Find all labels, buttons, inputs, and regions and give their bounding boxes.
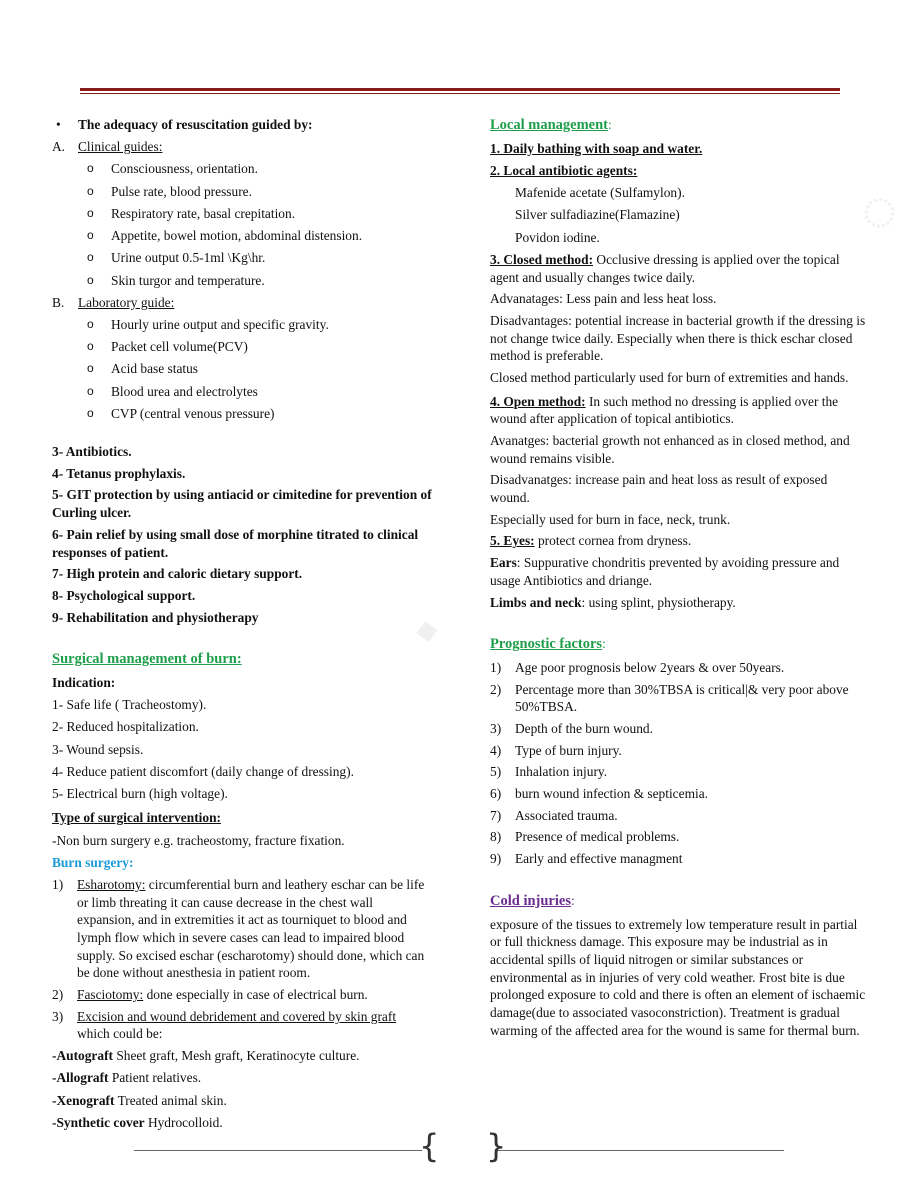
list-item: Povidon iodine.: [515, 229, 600, 245]
right-column: [490, 116, 870, 1039]
open-use: Especially used for burn in face, neck, trunk.: [490, 511, 731, 527]
list-item: 3- Antibiotics.: [52, 444, 132, 460]
laboratory-guide-row: [52, 294, 432, 312]
management-list: [52, 443, 432, 626]
list-item: 9- Rehabilitation and physiotherapy: [52, 609, 259, 625]
prognostic-heading-row: Prognostic factors:: [490, 636, 606, 653]
list-item: 2- Reduced hospitalization.: [52, 719, 199, 735]
list-item: 2) Percentage more than 30%TBSA is critical|& very poor above 50%TBSA.: [490, 681, 849, 715]
graft-item: -Autograft Sheet graft, Mesh graft, Keratinocyte culture.: [52, 1048, 360, 1064]
prognostic-heading: Prognostic factors: [490, 636, 603, 653]
list-item: o Hourly urine output and specific gravity.: [87, 316, 329, 332]
list-item: o Consciousness, orientation.: [87, 161, 258, 177]
list-item: 7- High protein and caloric dietary support.: [52, 566, 303, 582]
list-item: 1- Safe life ( Tracheostomy).: [52, 697, 207, 713]
list-item: 6) burn wound infection & septicemia.: [490, 786, 709, 802]
graft-item: -Xenograft Treated animal skin.: [52, 1092, 227, 1108]
list-item: o Blood urea and electrolytes: [87, 383, 258, 399]
eyes-item: 5. Eyes: protect cornea from dryness.: [490, 533, 692, 549]
local-management-heading-row: Local management:: [490, 117, 612, 133]
header-rule: [80, 88, 840, 91]
laboratory-guide-list: [52, 316, 432, 423]
cold-injuries-heading: Cold injuries: [490, 892, 571, 909]
resuscitation-title: The adequacy of resuscitation guided by:: [78, 117, 313, 132]
list-item: o CVP (central venous pressure): [87, 405, 275, 421]
laboratory-guide-label: Laboratory guide:: [78, 294, 175, 310]
header-rule-thin: [80, 93, 840, 94]
graft-item: -Synthetic cover Hydrocolloid.: [52, 1114, 223, 1130]
clinical-guides-label: Clinical guides:: [78, 139, 163, 155]
list-item: o Acid base status: [87, 361, 199, 377]
cold-injuries-heading-row: Cold injuries:: [490, 892, 575, 909]
bullet-marker: •: [56, 117, 61, 132]
closed-disadvantages: Disadvantages: potential increase in bacterial growth if the dressing is not change twice daily. Especially when there is thick eschar closed method is preferable.: [490, 312, 866, 364]
graft-item: -Allograft Patient relatives.: [52, 1070, 202, 1086]
list-item: 4- Reduce patient discomfort (daily change of dressing).: [52, 763, 354, 779]
list-item: Silver sulfadiazine(Flamazine): [515, 207, 680, 223]
list-item: 6- Pain relief by using small dose of morphine titrated to clinical responses of patient.: [52, 526, 419, 560]
letter-marker: A.: [52, 139, 66, 155]
list-item: 8) Presence of medical problems.: [490, 829, 680, 845]
surgical-management-heading: Surgical management of burn:: [52, 651, 242, 668]
list-item: 5- Electrical burn (high voltage).: [52, 786, 228, 802]
list-item: 3) Depth of the burn wound.: [490, 720, 653, 736]
burn-surgery-label: Burn surgery:: [52, 854, 134, 870]
list-item: 4- Tetanus prophylaxis.: [52, 465, 186, 481]
list-item: o Urine output 0.5-1ml \Kg\hr.: [87, 250, 266, 266]
fasciotomy-term: Fasciotomy:: [77, 987, 144, 1003]
open-disadvantages: Disadvanatges: increase pain and heat loss as result of exposed wound.: [490, 472, 828, 506]
clinical-guides-row: [52, 138, 432, 156]
clinical-guides-list: [52, 160, 432, 289]
list-item: Mafenide acetate (Sulfamylon).: [515, 185, 685, 201]
escharotomy-term: Esharotomy:: [77, 876, 146, 892]
list-item: 5) Inhalation injury.: [490, 764, 608, 780]
list-item: 1) Age poor prognosis below 2years & over 50years.: [490, 659, 785, 675]
closed-method: 3. Closed method: Occlusive dressing is applied over the topical agent and usually changes twice daily.: [490, 251, 840, 285]
list-item: 4) Type of burn injury.: [490, 742, 622, 758]
watermark-mark: ◌: [842, 173, 913, 248]
footer-brace-right: }: [486, 1127, 507, 1165]
list-item: 1) Esharotomy: circumferential burn and leathery eschar can be life or limb threating it can cause decrease in the chest wall expansion, and in extremities it act as tourniquet to blood and lymph flow which in severe cases can lead to impaired blood supply. So excised eschar (escharotomy) should done, which can be done without anesthesia in patient room.: [52, 876, 425, 981]
left-column: [52, 116, 432, 1132]
list-item: 7) Associated trauma.: [490, 807, 618, 823]
closed-advantages: Advanatages: Less pain and less heat loss.: [490, 291, 717, 307]
local-management-heading: Local management: [490, 117, 608, 133]
daily-bathing: 1. Daily bathing with soap and water.: [490, 140, 703, 156]
open-method: 4. Open method: In such method no dressing is applied over the wound after application of topical antibiotics.: [490, 393, 839, 427]
non-burn-surgery: -Non burn surgery e.g. tracheostomy, fracture fixation.: [52, 832, 345, 848]
local-antibiotic-label: 2. Local antibiotic agents:: [490, 162, 638, 178]
excision-term: Excision and wound debridement and covered by skin graft: [77, 1008, 397, 1024]
footer-rule-right: [496, 1150, 784, 1151]
cold-injuries-text: exposure of the tissues to extremely low temperature result in partial or full thickness damage. This exposure may be industrial as in accidental spills of liquid nitrogen or similar substances or environmental as in injuries of very cold weather. Frost bite is due prolonged exposure to cold and there is often an element of ischaemic damage(due to associated vasoconstriction). Treatment is gradual warming of the affected area for the wound is same for thermal burn.: [490, 916, 866, 1038]
list-item: o Appetite, bowel motion, abdominal distension.: [87, 228, 363, 244]
watermark-mark: ▪: [391, 602, 459, 659]
footer-brace-left: {: [419, 1127, 440, 1165]
closed-use: Closed method particularly used for burn of extremities and hands.: [490, 369, 849, 385]
resuscitation-title-row: [52, 116, 432, 134]
type-of-intervention-label: Type of surgical intervention:: [52, 810, 221, 826]
list-item: 9) Early and effective managment: [490, 851, 683, 867]
open-advantages: Avanatges: bacterial growth not enhanced as in closed method, and wound remains visible.: [490, 433, 850, 466]
list-item: 3- Wound sepsis.: [52, 741, 144, 757]
list-item: o Pulse rate, blood pressure.: [87, 183, 252, 199]
list-item: o Respiratory rate, basal crepitation.: [87, 205, 296, 221]
list-item: o Skin turgor and temperature.: [87, 272, 265, 288]
indication-label: Indication:: [52, 674, 116, 690]
list-item: 5- GIT protection by using antiacid or cimitedine for prevention of Curling ulcer.: [52, 487, 432, 521]
list-item: 8- Psychological support.: [52, 587, 196, 603]
ears-item: Ears: Suppurative chondritis prevented by avoiding pressure and usage Antibiotics and driange.: [490, 555, 840, 588]
limbs-item: Limbs and neck: using splint, physiotherapy.: [490, 594, 736, 610]
footer-rule-left: [134, 1150, 422, 1151]
letter-marker: B.: [52, 294, 65, 310]
list-item: o Packet cell volume(PCV): [87, 339, 248, 355]
list-item: 3) Excision and wound debridement and covered by skin graft which could be:: [52, 1008, 397, 1042]
list-item: 2) Fasciotomy: done especially in case of electrical burn.: [52, 987, 368, 1003]
